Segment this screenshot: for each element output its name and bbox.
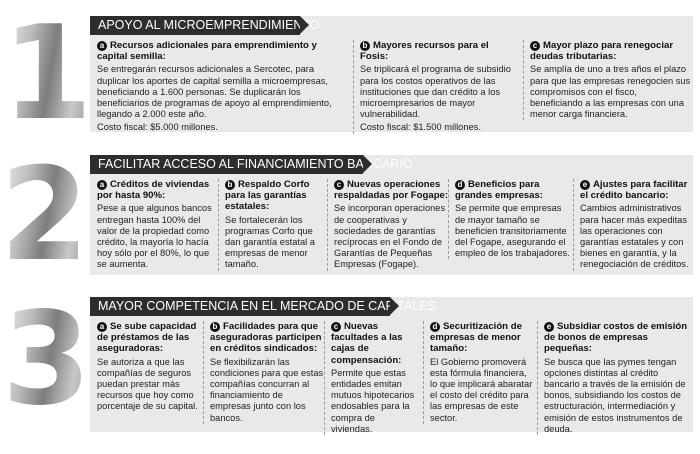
item-body: Se flexibilizarán las condiciones para que estas compañías concurran al financiamiento de empresas junto con los bancos. [210,356,324,423]
item-e [573,179,692,271]
item-title: Ajustes para facilitar el crédito bancario: [580,179,688,202]
item-body: Se triplicará el programa de subsidio para los costos operativos de las instituciones que dan crédito a los microempresarios de mayor vulnerabilidad. [360,64,511,120]
item-body: Se permite que empresas de mayor tamaño se beneficien transitoriamente del Fogape, asegurando el empleo de los trabajadores. [455,203,570,259]
item-a [97,179,213,271]
item-title: Beneficios para grandes empresas: [455,179,543,202]
badge-b-icon: b [225,180,235,190]
badge-e-icon: e [580,180,590,190]
numeral-1: 1 [2,0,89,149]
badge-d-icon: d [430,322,440,332]
item-title: Créditos de viviendas por hasta 90%: [97,179,210,202]
item-d [423,321,534,424]
section-title: APOYO AL MICROEMPRENDIMIENTO [90,16,300,35]
badge-b-icon: b [360,41,370,51]
item-c [327,179,450,271]
item-b [353,40,518,134]
numeral-2: 2 [0,141,86,290]
item-title: Facilidades para que aseguradoras participen en créditos sindicados: [210,321,322,355]
item-title: Mayores recursos para el Fosis: [360,40,489,63]
section-mercado-capitales [90,297,693,432]
item-body: El Gobierno promoverá esta fórmula financiera, lo que implicará abaratar el costo del crédito para las empresas de este sector. [430,356,533,423]
item-e [537,321,692,435]
section-title: MAYOR COMPETENCIA EN EL MERCADO DE CAPITALES [90,297,390,316]
item-body: Cambios administrativos para hacer más expeditas las operaciones con garantías estatales y con bienes en garantía, y la renegociación de créditos. [580,203,689,270]
badge-a-icon: a [97,180,107,190]
item-body: Se busca que las pymes tengan opciones distintas al crédito bancario a través de la emisión de bonos, subsidiando los costos de estructuración, intermediación y emisión de estos instrumentos de deuda. [544,356,686,434]
item-body: Se fortalecerán los programas Corfo que dan garantía estatal a empresas de menor tamaño. [225,214,315,270]
item-body: Permite que estas entidades emitan mutuos hipotecarios endosables para la compra de viviendas. [331,367,415,434]
item-b [218,179,329,271]
item-body: Se amplía de uno a tres años el plazo para que las empresas renegocien sus compromisos con el fisco, beneficiando a las empresas con una menor carga financiera. [530,64,691,120]
item-c [523,40,692,120]
section-microemprendimiento [90,16,693,132]
badge-a-icon: a [97,41,107,51]
item-body: Se entregarán recursos adicionales a Sercotec, para duplicar los aportes de capital semilla a microempresas, beneficiando a 1.600 personas. Se duplicarán los beneficiarios de programas de apoyo al emprendimiento, llegando a 2.000 este año. [97,64,332,120]
badge-c-icon: c [530,41,540,51]
item-b [203,321,324,424]
item-body: Se autoriza a que las compañías de seguros puedan prestar más recursos que hoy como porcentaje de su capital. [97,356,198,412]
item-title: Mayor plazo para renegociar deudas tributarias: [530,40,674,63]
badge-c-icon: c [331,322,341,332]
item-title: Nuevas operaciones respaldadas por Fogape: [334,179,449,202]
badge-c-icon: c [334,180,344,190]
item-a [97,321,199,413]
badge-d-icon: d [455,180,465,190]
item-title: Securitización de empresas de menor tamaño: [430,321,522,355]
item-body: Pese a que algunos bancos entregan hasta 100% del valor de la propiedad como crédito, la mayoría lo hacía hoy sólo por el 80%, lo que se aumenta. [97,203,212,270]
badge-e-icon: e [544,322,554,332]
item-title: Recursos adicionales para emprendimiento y capital semilla: [97,40,317,63]
badge-b-icon: b [210,322,220,332]
badge-a-icon: a [97,322,107,332]
item-body: Se incorporan operaciones de cooperativas y sociedades de garantías recíprocas en el Fondo de Garantías de Pequeñas Empresas (Fogape). [334,203,446,270]
item-title: Nuevas facultades a las cajas de compensación: [331,321,403,366]
numeral-3: 3 [2,285,88,434]
section-title: FACILITAR ACCESO AL FINANCIAMIENTO BANCARIO [90,155,363,174]
item-cost: Costo fiscal: $5.000 millones. [97,122,218,133]
item-title: Se sube capacidad de préstamos de las aseguradoras: [97,321,197,355]
item-c [324,321,417,435]
item-cost: Costo fiscal: $1.500 millones. [360,122,481,133]
item-title: Respaldo Corfo para las garantías estatales: [225,179,310,213]
item-a [97,40,347,134]
section-financiamiento-bancario [90,155,693,275]
item-title: Subsidiar costos de emisión de bonos de empresas pequeñas: [544,321,688,355]
item-d [448,179,573,259]
